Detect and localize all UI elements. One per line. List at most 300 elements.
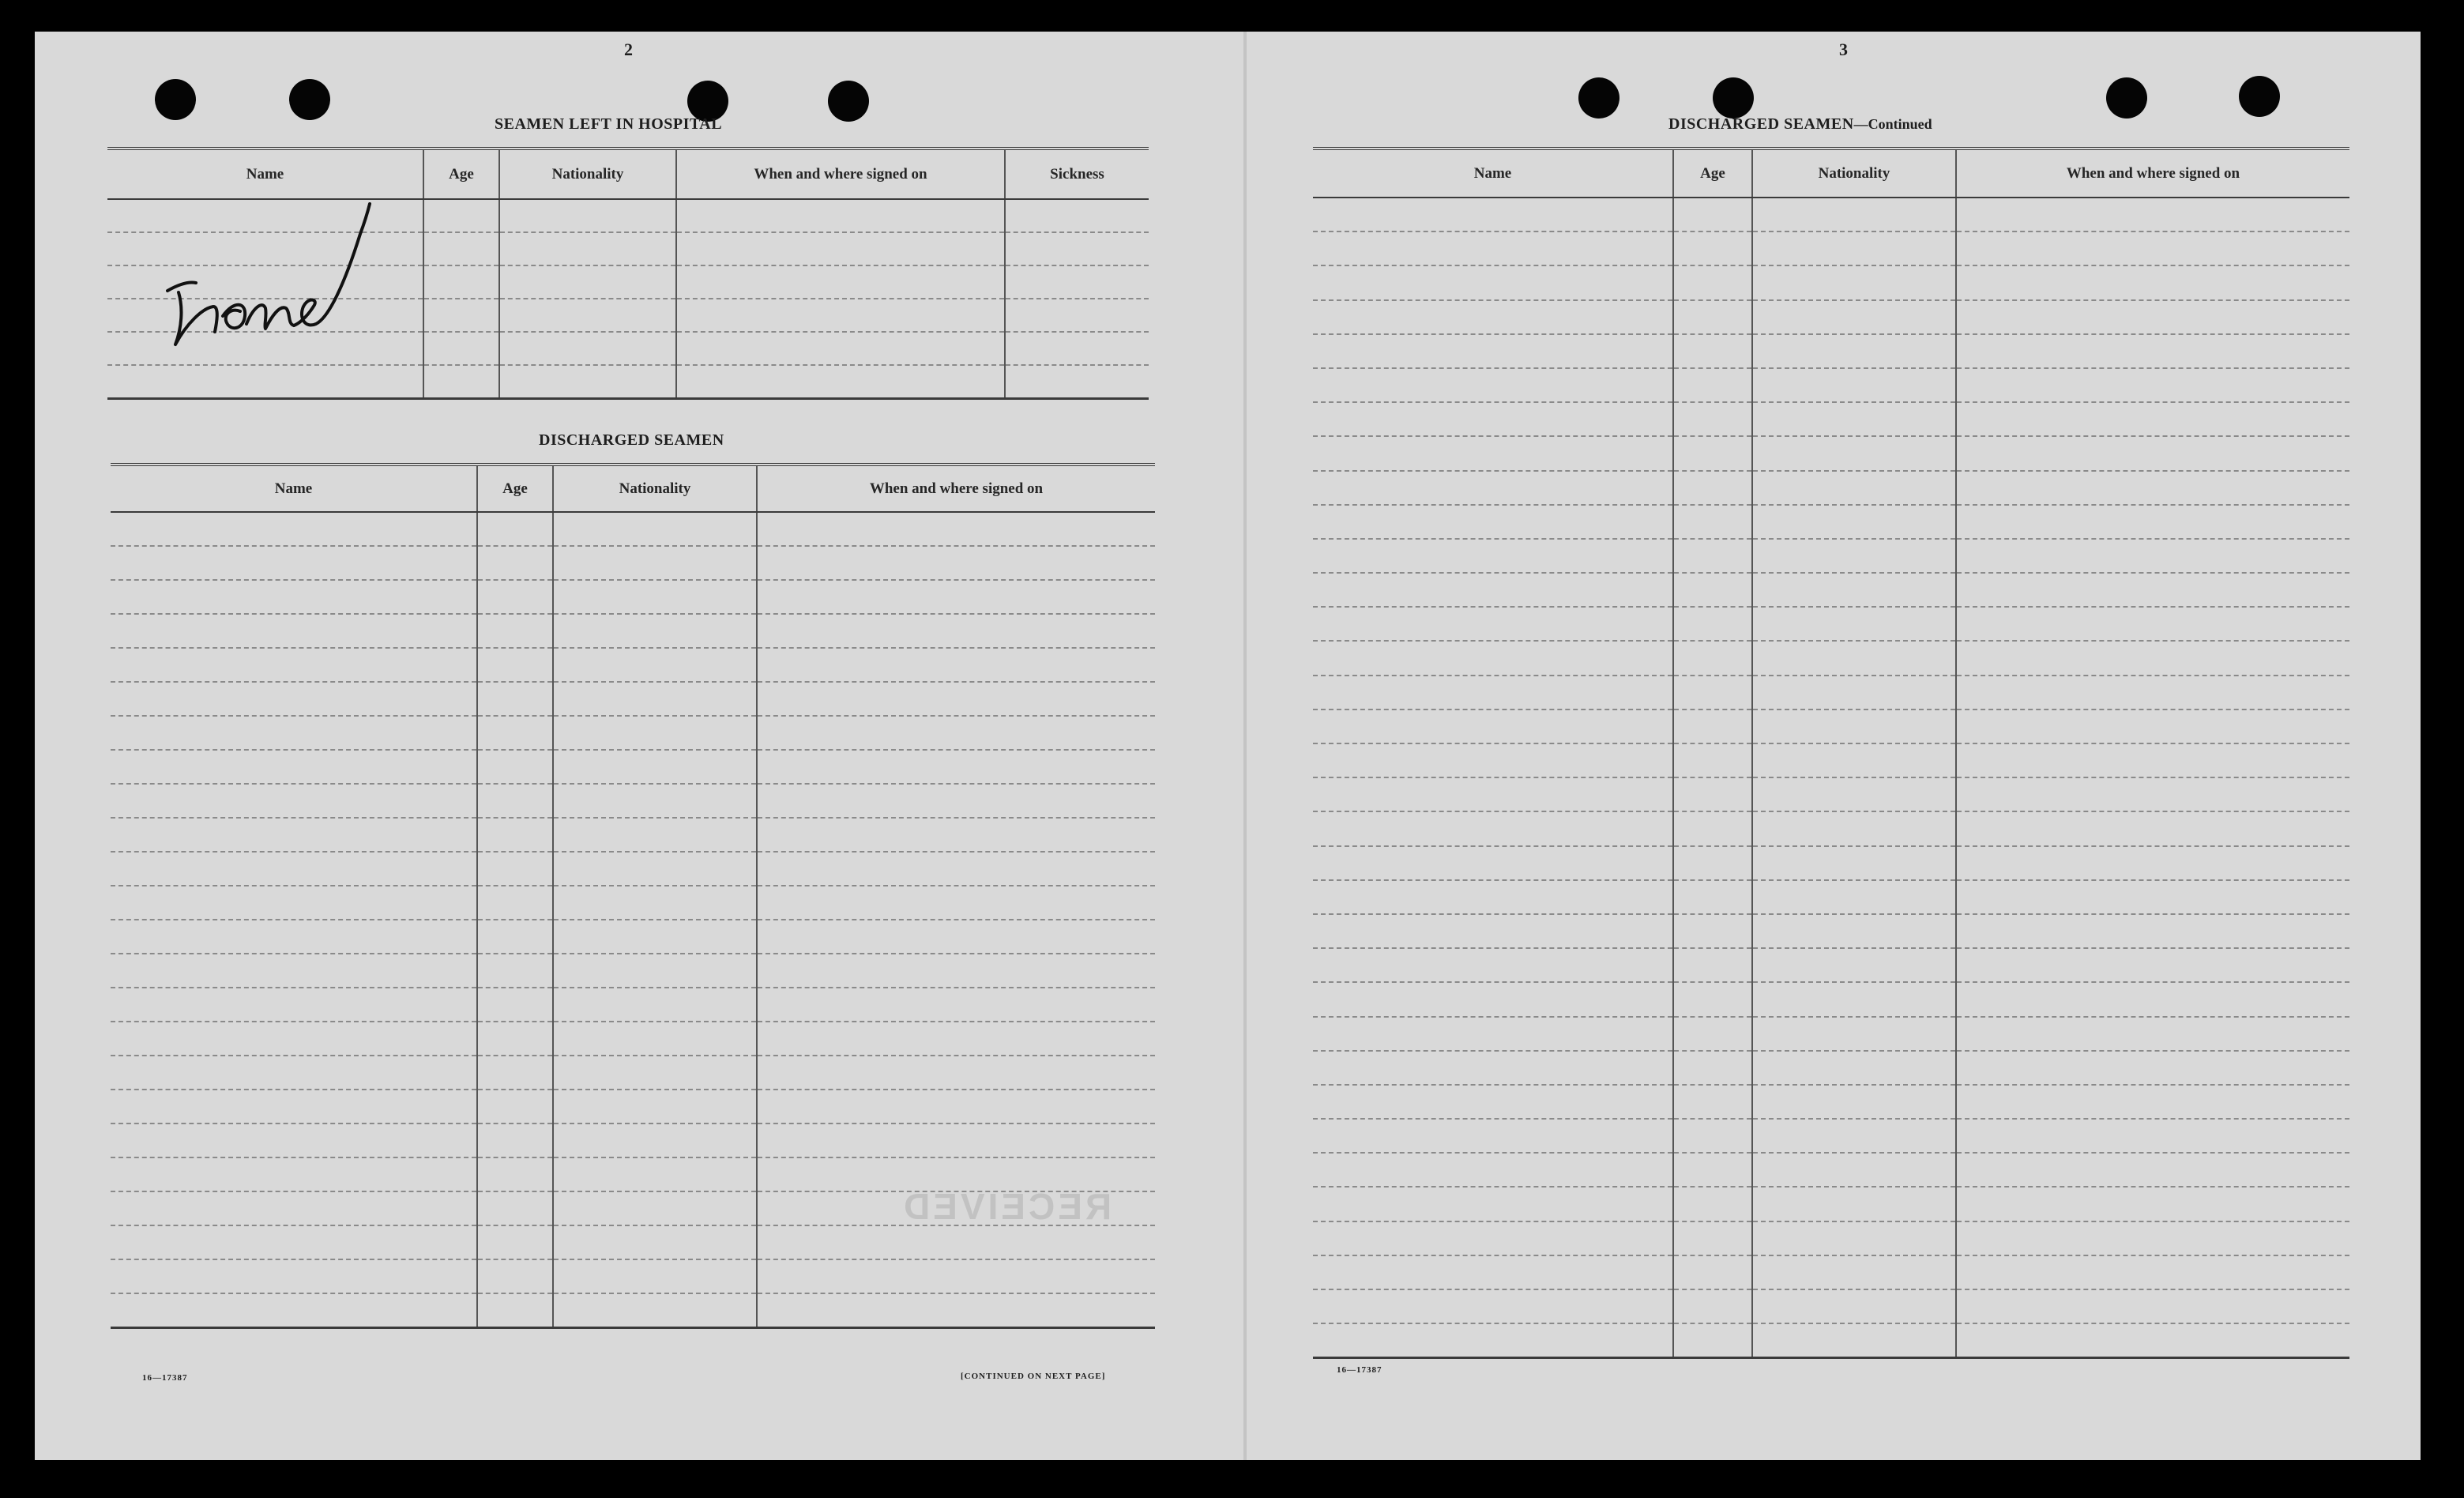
table-cell xyxy=(1752,1051,1956,1085)
table-cell xyxy=(111,682,477,716)
table-cell xyxy=(553,818,757,852)
table-cell xyxy=(1956,948,2349,982)
table-cell xyxy=(553,648,757,682)
section-title-main: DISCHARGED SEAMEN xyxy=(1668,115,1854,133)
table-row xyxy=(107,199,1149,232)
table-cell xyxy=(1752,471,1956,505)
table-cell xyxy=(423,265,499,299)
table-row xyxy=(111,1157,1155,1191)
table-cell xyxy=(1313,914,1673,948)
table-row xyxy=(1313,1221,2349,1255)
table-cell xyxy=(757,1157,1155,1191)
table-cell xyxy=(553,920,757,954)
discharged-section-title: DISCHARGED SEAMEN xyxy=(539,431,724,449)
table-cell xyxy=(553,1056,757,1090)
table-row xyxy=(107,299,1149,332)
col-header-nationality: Nationality xyxy=(1752,149,1956,198)
table-cell xyxy=(1956,265,2349,299)
table-cell xyxy=(1752,1119,1956,1153)
table-cell xyxy=(477,954,553,988)
table-cell xyxy=(1956,1085,2349,1119)
table-cell xyxy=(1752,436,1956,470)
col-header-age: Age xyxy=(1673,149,1752,198)
table-cell xyxy=(1956,1051,2349,1085)
table-cell xyxy=(553,1293,757,1327)
table-cell xyxy=(111,1293,477,1327)
table-row xyxy=(111,784,1155,818)
table-cell xyxy=(1752,198,1956,231)
table-cell xyxy=(757,1090,1155,1124)
table-cell xyxy=(757,1293,1155,1327)
table-row xyxy=(1313,1153,2349,1187)
table-cell xyxy=(757,1124,1155,1157)
table-row xyxy=(1313,573,2349,607)
table-cell xyxy=(676,299,1005,332)
table-row xyxy=(1313,1187,2349,1221)
table-cell xyxy=(1956,539,2349,573)
table-cell xyxy=(1673,641,1752,675)
table-cell xyxy=(477,512,553,546)
table-cell xyxy=(757,1225,1155,1259)
table-cell xyxy=(1005,365,1149,398)
table-cell xyxy=(1956,1119,2349,1153)
table-cell xyxy=(757,852,1155,886)
table-row xyxy=(111,1259,1155,1293)
table-cell xyxy=(423,232,499,265)
table-cell xyxy=(676,332,1005,365)
table-row xyxy=(1313,676,2349,709)
discharged-table xyxy=(111,463,1155,1329)
table-cell xyxy=(553,1022,757,1056)
table-cell xyxy=(1752,948,1956,982)
table-row xyxy=(1313,811,2349,845)
table-row xyxy=(1313,1255,2349,1289)
table-cell xyxy=(676,199,1005,232)
table-cell xyxy=(1752,1187,1956,1221)
table-cell xyxy=(423,332,499,365)
table-cell xyxy=(111,512,477,546)
table-row xyxy=(111,1225,1155,1259)
discharged-continued-table xyxy=(1313,147,2349,1359)
table-cell xyxy=(107,365,423,398)
table-cell xyxy=(1673,300,1752,334)
table-cell xyxy=(1956,1323,2349,1357)
table-cell xyxy=(1313,1255,1673,1289)
table-cell xyxy=(1313,1221,1673,1255)
table-cell xyxy=(477,546,553,580)
table-cell xyxy=(757,954,1155,988)
table-row xyxy=(111,886,1155,920)
table-cell xyxy=(1752,505,1956,539)
table-cell xyxy=(757,1056,1155,1090)
table-cell xyxy=(107,332,423,365)
table-row xyxy=(111,1022,1155,1056)
table-row xyxy=(1313,231,2349,265)
table-cell xyxy=(1673,811,1752,845)
punch-hole xyxy=(1713,77,1754,119)
table-cell xyxy=(1313,1017,1673,1051)
table-row xyxy=(1313,334,2349,368)
table-cell xyxy=(1313,709,1673,743)
table-cell xyxy=(1673,573,1752,607)
table-cell xyxy=(1752,573,1956,607)
table-cell xyxy=(1673,539,1752,573)
table-cell xyxy=(757,920,1155,954)
table-cell xyxy=(423,299,499,332)
table-cell xyxy=(553,988,757,1022)
table-cell xyxy=(1005,265,1149,299)
table-cell xyxy=(757,512,1155,546)
table-cell xyxy=(1956,641,2349,675)
table-row xyxy=(1313,300,2349,334)
bleed-through-stamp: RECEIVED xyxy=(901,1186,1112,1227)
table-cell xyxy=(1956,743,2349,777)
table-cell xyxy=(1673,436,1752,470)
table-cell xyxy=(1752,846,1956,880)
table-cell xyxy=(1752,300,1956,334)
table-cell xyxy=(1005,332,1149,365)
col-header-name: Name xyxy=(107,149,423,199)
table-row xyxy=(111,1056,1155,1090)
table-cell xyxy=(111,1225,477,1259)
table-cell xyxy=(1673,1153,1752,1187)
table-cell xyxy=(1673,982,1752,1016)
form-number: 16—17387 xyxy=(142,1373,188,1383)
table-row xyxy=(1313,1289,2349,1323)
table-cell xyxy=(1005,199,1149,232)
table-cell xyxy=(111,1056,477,1090)
table-cell xyxy=(757,886,1155,920)
table-cell xyxy=(1956,368,2349,402)
table-cell xyxy=(1673,1051,1752,1085)
table-cell xyxy=(477,1191,553,1225)
table-cell xyxy=(1956,573,2349,607)
table-row xyxy=(1313,198,2349,231)
table-cell xyxy=(1313,948,1673,982)
page-number: 3 xyxy=(1839,40,1848,59)
hospital-table xyxy=(107,147,1149,400)
table-cell xyxy=(477,852,553,886)
table-cell xyxy=(477,750,553,784)
col-header-nationality: Nationality xyxy=(553,465,757,512)
table-cell xyxy=(111,614,477,648)
table-row xyxy=(1313,539,2349,573)
punch-hole xyxy=(2239,76,2280,117)
table-cell xyxy=(553,1259,757,1293)
col-header-name: Name xyxy=(111,465,477,512)
page-fold xyxy=(1243,32,1247,1460)
table-row xyxy=(111,920,1155,954)
table-cell xyxy=(1313,641,1673,675)
table-cell xyxy=(1956,1289,2349,1323)
table-row xyxy=(1313,265,2349,299)
col-header-signed-on: When and where signed on xyxy=(676,149,1005,199)
table-cell xyxy=(107,299,423,332)
table-cell xyxy=(1673,1187,1752,1221)
table-cell xyxy=(553,716,757,750)
table-cell xyxy=(757,1259,1155,1293)
table-row xyxy=(111,716,1155,750)
table-cell xyxy=(1313,300,1673,334)
table-cell xyxy=(1005,232,1149,265)
table-cell xyxy=(1313,777,1673,811)
table-cell xyxy=(1956,811,2349,845)
table-cell xyxy=(477,818,553,852)
table-cell xyxy=(477,784,553,818)
table-cell xyxy=(1956,402,2349,436)
table-cell xyxy=(111,546,477,580)
table-cell xyxy=(499,265,676,299)
col-header-age: Age xyxy=(423,149,499,199)
table-row xyxy=(1313,846,2349,880)
table-cell xyxy=(477,988,553,1022)
table-cell xyxy=(1956,1017,2349,1051)
table-row xyxy=(1313,777,2349,811)
table-cell xyxy=(1752,743,1956,777)
form-number: 16—17387 xyxy=(1337,1365,1382,1375)
table-cell xyxy=(1673,1017,1752,1051)
table-cell xyxy=(1956,914,2349,948)
table-cell xyxy=(1956,982,2349,1016)
table-cell xyxy=(553,852,757,886)
table-cell xyxy=(111,750,477,784)
table-cell xyxy=(757,682,1155,716)
table-cell xyxy=(553,1124,757,1157)
table-cell xyxy=(111,648,477,682)
table-cell xyxy=(1673,880,1752,914)
table-cell xyxy=(757,648,1155,682)
table-cell xyxy=(477,580,553,614)
page-number: 2 xyxy=(624,40,633,59)
table-row xyxy=(111,614,1155,648)
table-cell xyxy=(1313,1323,1673,1357)
table-cell xyxy=(757,716,1155,750)
table-cell xyxy=(1313,1051,1673,1085)
table-cell xyxy=(1956,1255,2349,1289)
table-cell xyxy=(1956,231,2349,265)
table-cell xyxy=(1673,607,1752,641)
table-row xyxy=(111,512,1155,546)
table-cell xyxy=(757,818,1155,852)
table-cell xyxy=(1752,402,1956,436)
table-cell xyxy=(111,920,477,954)
table-cell xyxy=(111,580,477,614)
table-cell xyxy=(477,1259,553,1293)
punch-hole xyxy=(828,81,869,122)
table-cell xyxy=(1673,402,1752,436)
col-header-nationality: Nationality xyxy=(499,149,676,199)
table-cell xyxy=(1313,265,1673,299)
table-cell xyxy=(111,1157,477,1191)
table-cell xyxy=(1956,198,2349,231)
table-cell xyxy=(1752,607,1956,641)
table-cell xyxy=(553,546,757,580)
table-cell xyxy=(111,1022,477,1056)
table-cell xyxy=(676,232,1005,265)
table-cell xyxy=(553,954,757,988)
table-cell xyxy=(1313,1187,1673,1221)
table-row xyxy=(1313,607,2349,641)
table-cell xyxy=(1752,982,1956,1016)
table-row xyxy=(1313,914,2349,948)
table-cell xyxy=(1673,265,1752,299)
table-cell xyxy=(1752,334,1956,368)
table-cell xyxy=(553,886,757,920)
table-cell xyxy=(1956,1221,2349,1255)
table-cell xyxy=(1673,948,1752,982)
table-cell xyxy=(1313,505,1673,539)
table-cell xyxy=(1673,777,1752,811)
table-row xyxy=(1313,505,2349,539)
table-cell xyxy=(1956,1187,2349,1221)
table-row xyxy=(1313,1119,2349,1153)
table-cell xyxy=(757,580,1155,614)
table-cell xyxy=(676,365,1005,398)
table-cell xyxy=(111,1191,477,1225)
table-cell xyxy=(1956,709,2349,743)
table-row xyxy=(107,332,1149,365)
table-row xyxy=(1313,1051,2349,1085)
table-cell xyxy=(1752,880,1956,914)
table-cell xyxy=(1752,539,1956,573)
table-cell xyxy=(111,1124,477,1157)
table-cell xyxy=(477,920,553,954)
table-cell xyxy=(1005,299,1149,332)
table-cell xyxy=(1673,198,1752,231)
table-row xyxy=(1313,880,2349,914)
table-cell xyxy=(1313,436,1673,470)
table-cell xyxy=(757,614,1155,648)
table-cell xyxy=(477,1225,553,1259)
table-cell xyxy=(1956,607,2349,641)
table-row xyxy=(107,265,1149,299)
table-cell xyxy=(1956,300,2349,334)
table-cell xyxy=(1752,265,1956,299)
table-cell xyxy=(1752,1017,1956,1051)
table-cell xyxy=(1752,231,1956,265)
table-row xyxy=(1313,709,2349,743)
table-cell xyxy=(477,1124,553,1157)
table-cell xyxy=(1956,436,2349,470)
table-cell xyxy=(1752,1289,1956,1323)
table-cell xyxy=(1673,471,1752,505)
table-cell xyxy=(1956,1153,2349,1187)
table-cell xyxy=(1673,914,1752,948)
table-cell xyxy=(1752,1221,1956,1255)
table-cell xyxy=(423,199,499,232)
table-cell xyxy=(477,1022,553,1056)
table-row xyxy=(111,1090,1155,1124)
table-row xyxy=(1313,641,2349,675)
table-cell xyxy=(1313,1085,1673,1119)
table-cell xyxy=(423,365,499,398)
table-row xyxy=(1313,1085,2349,1119)
table-cell xyxy=(553,614,757,648)
table-cell xyxy=(477,716,553,750)
col-header-sickness: Sickness xyxy=(1005,149,1149,199)
table-cell xyxy=(1956,777,2349,811)
table-row xyxy=(111,648,1155,682)
table-cell xyxy=(1956,880,2349,914)
table-cell xyxy=(757,784,1155,818)
table-cell xyxy=(107,199,423,232)
table-cell xyxy=(1956,505,2349,539)
table-row xyxy=(1313,743,2349,777)
table-cell xyxy=(1752,368,1956,402)
table-cell xyxy=(553,512,757,546)
table-row xyxy=(1313,368,2349,402)
table-cell xyxy=(477,1056,553,1090)
table-cell xyxy=(1313,1289,1673,1323)
table-cell xyxy=(1313,231,1673,265)
table-cell xyxy=(757,988,1155,1022)
table-cell xyxy=(1673,1323,1752,1357)
table-row xyxy=(111,954,1155,988)
table-cell xyxy=(1673,1221,1752,1255)
table-cell xyxy=(1313,1119,1673,1153)
table-cell xyxy=(553,1157,757,1191)
table-cell xyxy=(757,750,1155,784)
table-cell xyxy=(477,682,553,716)
table-cell xyxy=(1313,982,1673,1016)
table-cell xyxy=(499,299,676,332)
table-cell xyxy=(111,716,477,750)
table-row xyxy=(111,1191,1155,1225)
table-row xyxy=(107,365,1149,398)
table-cell xyxy=(1956,334,2349,368)
table-row xyxy=(1313,982,2349,1016)
table-cell xyxy=(553,784,757,818)
table-cell xyxy=(1313,880,1673,914)
table-cell xyxy=(1752,1255,1956,1289)
table-cell xyxy=(1673,846,1752,880)
table-cell xyxy=(1673,1255,1752,1289)
table-cell xyxy=(1313,1153,1673,1187)
table-row xyxy=(111,852,1155,886)
table-cell xyxy=(1956,471,2349,505)
table-cell xyxy=(1313,368,1673,402)
table-row xyxy=(1313,402,2349,436)
table-cell xyxy=(553,682,757,716)
table-row xyxy=(111,682,1155,716)
table-cell xyxy=(1673,1085,1752,1119)
table-cell xyxy=(553,1191,757,1225)
table-cell xyxy=(111,886,477,920)
table-cell xyxy=(111,988,477,1022)
table-cell xyxy=(757,1191,1155,1225)
table-cell xyxy=(1956,846,2349,880)
table-cell xyxy=(477,1090,553,1124)
table-cell xyxy=(1313,811,1673,845)
table-cell xyxy=(1673,1289,1752,1323)
table-cell xyxy=(477,886,553,920)
table-cell xyxy=(553,750,757,784)
table-cell xyxy=(1956,676,2349,709)
table-cell xyxy=(1752,1153,1956,1187)
table-cell xyxy=(1752,1323,1956,1357)
table-cell xyxy=(1313,402,1673,436)
table-cell xyxy=(1752,777,1956,811)
table-cell xyxy=(1313,743,1673,777)
table-row xyxy=(1313,471,2349,505)
table-cell xyxy=(553,1090,757,1124)
punch-hole xyxy=(1578,77,1619,119)
table-cell xyxy=(757,546,1155,580)
table-cell xyxy=(1673,368,1752,402)
table-cell xyxy=(1313,676,1673,709)
table-cell xyxy=(1313,846,1673,880)
table-cell xyxy=(111,954,477,988)
